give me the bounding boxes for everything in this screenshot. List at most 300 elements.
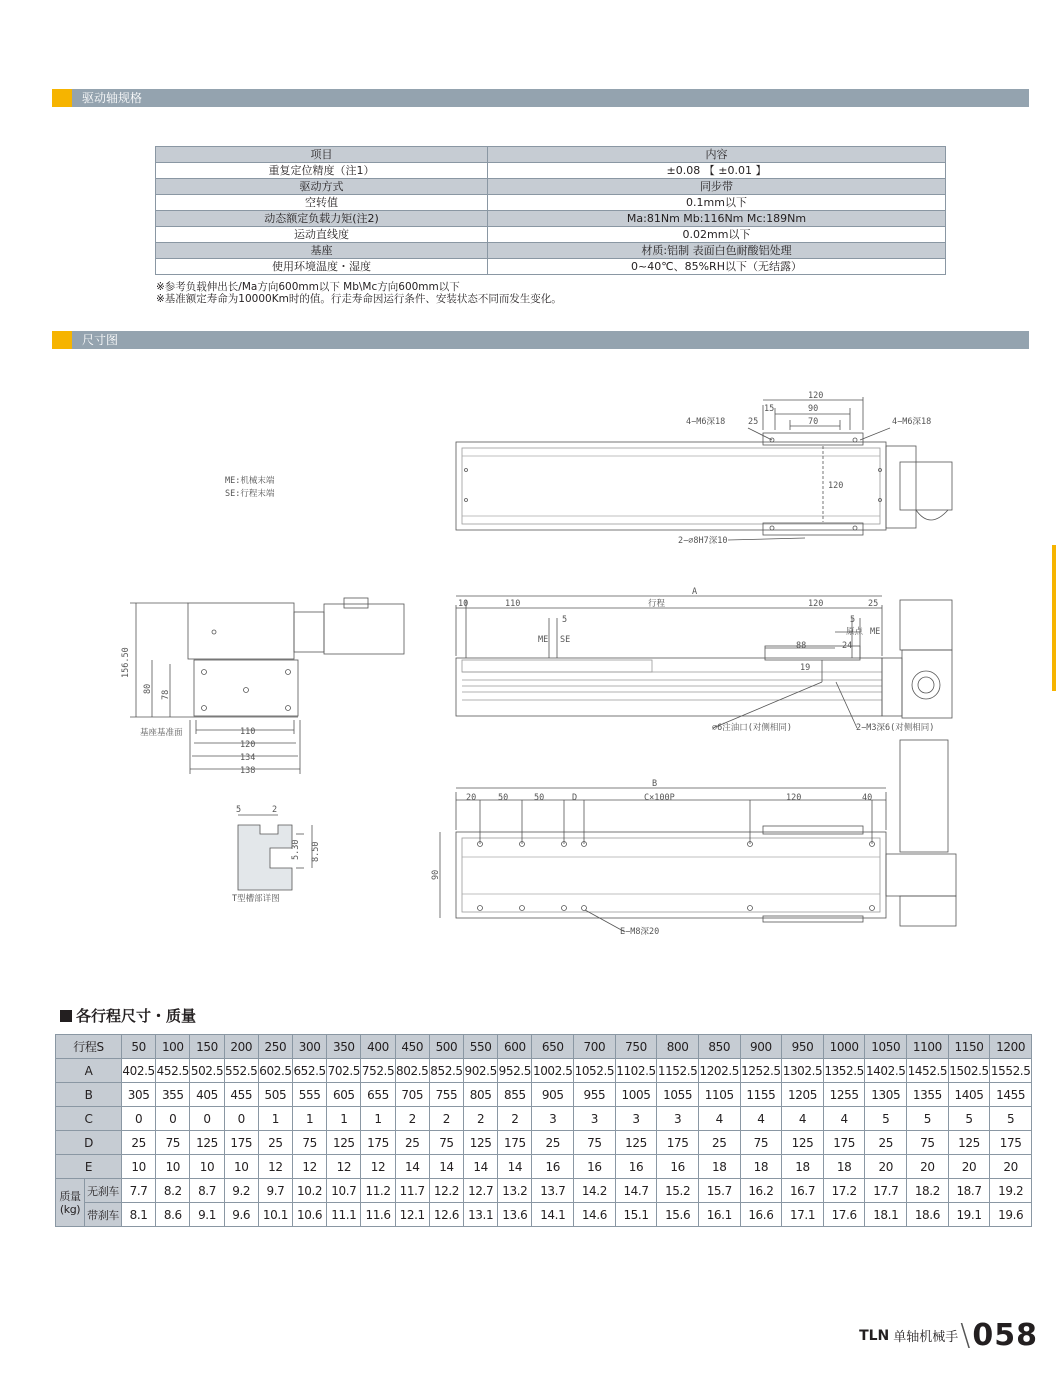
size-cell: 3 <box>532 1107 574 1131</box>
dim-side-25: 25 <box>868 599 879 609</box>
size-row-label: C <box>56 1107 122 1131</box>
size-cell: 1105 <box>698 1083 740 1107</box>
size-cell: 75 <box>429 1131 463 1155</box>
size-cell: 4 <box>740 1107 782 1131</box>
size-cell: 1355 <box>907 1083 949 1107</box>
size-cell: 5 <box>990 1107 1032 1131</box>
stroke-cell: 500 <box>429 1035 463 1059</box>
spec-row <box>156 243 946 259</box>
size-cell: 5 <box>865 1107 907 1131</box>
dim-side-a: A <box>692 587 698 597</box>
size-cell: 552.5 <box>224 1059 258 1083</box>
dim-tslot-5: 5 <box>236 805 242 815</box>
dim-side-19: 19 <box>800 663 811 673</box>
mass-cell: 10.1 <box>258 1203 292 1227</box>
bottom-view <box>440 740 956 932</box>
dim-end-110: 110 <box>240 727 256 737</box>
size-cell: 0 <box>122 1107 156 1131</box>
mass-cell: 8.2 <box>156 1179 190 1203</box>
dim-bottom-120: 120 <box>786 793 802 803</box>
size-cell: 10 <box>190 1155 224 1179</box>
size-cell: 702.5 <box>327 1059 361 1083</box>
mass-cell: 8.7 <box>190 1179 224 1203</box>
size-cell: 1 <box>293 1107 327 1131</box>
mass-row <box>56 1203 1032 1227</box>
mass-row <box>56 1179 1032 1203</box>
mass-cell: 13.2 <box>498 1179 532 1203</box>
spec-item-cell: 空转值 <box>156 195 488 211</box>
stroke-cell: 100 <box>156 1035 190 1059</box>
size-row-label: E <box>56 1155 122 1179</box>
size-cell: 125 <box>615 1131 657 1155</box>
spec-value-cell: 0.1mm以下 <box>488 195 946 211</box>
spec-value-cell: Ma:81Nm Mb:116Nm Mc:189Nm <box>488 211 946 227</box>
size-cell: 2 <box>464 1107 498 1131</box>
size-cell: 3 <box>574 1107 616 1131</box>
dim-end-120: 120 <box>240 740 256 750</box>
size-cell: 14 <box>429 1155 463 1179</box>
note-2: ※基准额定寿命为10000Km时的值。行走寿命因运行条件、安装状态不同而发生变化。 <box>156 293 562 305</box>
page-footer <box>859 1318 1038 1353</box>
dimension-drawing <box>100 360 970 960</box>
size-cell: 20 <box>865 1155 907 1179</box>
size-cell: 852.5 <box>429 1059 463 1083</box>
size-cell: 1155 <box>740 1083 782 1107</box>
hole-left-label: 4−M6深18 <box>686 417 726 427</box>
size-table-title: 各行程尺寸・质量 <box>76 1007 197 1025</box>
size-cell: 605 <box>327 1083 361 1107</box>
side-se2-label: 原点 <box>846 627 864 637</box>
stroke-cell: 900 <box>740 1035 782 1059</box>
size-cell: 705 <box>395 1083 429 1107</box>
size-row-label: B <box>56 1083 122 1107</box>
size-table <box>55 1034 1032 1227</box>
size-cell: 355 <box>156 1083 190 1107</box>
footer-slash-icon: \ <box>960 1318 971 1353</box>
mass-cell: 9.6 <box>224 1203 258 1227</box>
dim-side-24: 24 <box>842 641 853 651</box>
size-cell: 18 <box>698 1155 740 1179</box>
size-cell: 25 <box>395 1131 429 1155</box>
stroke-cell: 550 <box>464 1035 498 1059</box>
stroke-cell: 600 <box>498 1035 532 1059</box>
mass-cell: 18.6 <box>907 1203 949 1227</box>
dim-side-stroke: 行程 <box>648 599 666 609</box>
size-cell: 755 <box>429 1083 463 1107</box>
section-tab <box>52 331 72 349</box>
size-cell: 75 <box>740 1131 782 1155</box>
size-cell: 0 <box>190 1107 224 1131</box>
size-cell: 10 <box>224 1155 258 1179</box>
size-cell: 14 <box>498 1155 532 1179</box>
bottom-holes-label: E−M8深20 <box>620 927 660 937</box>
mass-cell: 16.2 <box>740 1179 782 1203</box>
mass-cell: 14.2 <box>574 1179 616 1203</box>
mass-cell: 12.6 <box>429 1203 463 1227</box>
spec-row <box>156 227 946 243</box>
size-cell: 20 <box>990 1155 1032 1179</box>
mass-cell: 11.2 <box>361 1179 395 1203</box>
footer-series: 单轴机械手 <box>893 1330 959 1345</box>
spec-section-bar <box>52 89 1029 107</box>
dim-tslot-530: 5.30 <box>291 839 301 860</box>
spec-value-cell: ±0.08 【 ±0.01 】 <box>488 163 946 179</box>
mass-cell: 9.1 <box>190 1203 224 1227</box>
size-cell: 1502.5 <box>948 1059 990 1083</box>
dim-side-88: 88 <box>796 641 807 651</box>
size-cell: 502.5 <box>190 1059 224 1083</box>
stroke-cell: 200 <box>224 1035 258 1059</box>
mass-cell: 12.1 <box>395 1203 429 1227</box>
spec-item-cell: 运动直线度 <box>156 227 488 243</box>
spec-item-cell: 重复定位精度（注1） <box>156 163 488 179</box>
stroke-cell: 650 <box>532 1035 574 1059</box>
spec-item-cell: 基座 <box>156 243 488 259</box>
mass-cell: 9.2 <box>224 1179 258 1203</box>
mass-cell: 13.1 <box>464 1203 498 1227</box>
size-cell: 955 <box>574 1083 616 1107</box>
size-cell: 125 <box>327 1131 361 1155</box>
size-cell: 10 <box>122 1155 156 1179</box>
mass-cell: 11.7 <box>395 1179 429 1203</box>
size-cell: 1255 <box>823 1083 865 1107</box>
spec-notes <box>156 281 562 305</box>
dim-top-15: 15 <box>764 404 775 414</box>
end-ref-label: 基座基准面 <box>140 728 183 738</box>
size-cell: 2 <box>498 1107 532 1131</box>
mass-cell: 17.2 <box>823 1179 865 1203</box>
spec-item-cell: 使用环境温度・湿度 <box>156 259 488 275</box>
mass-cell: 16.6 <box>740 1203 782 1227</box>
mass-cell: 7.7 <box>122 1179 156 1203</box>
spec-item-cell: 动态额定负载力矩(注2) <box>156 211 488 227</box>
stroke-cell: 800 <box>657 1035 699 1059</box>
size-cell: 175 <box>498 1131 532 1155</box>
size-cell: 25 <box>122 1131 156 1155</box>
size-cell: 1005 <box>615 1083 657 1107</box>
size-cell: 18 <box>823 1155 865 1179</box>
drawing-section-title: 尺寸图 <box>82 333 119 347</box>
size-cell: 16 <box>532 1155 574 1179</box>
spec-row <box>156 211 946 227</box>
size-cell: 752.5 <box>361 1059 395 1083</box>
spec-header-row <box>156 147 946 163</box>
mass-cell: 14.6 <box>574 1203 616 1227</box>
legend-se: SE:行程末端 <box>225 489 275 499</box>
spec-value-cell: 同步带 <box>488 179 946 195</box>
drawing-section-bar <box>52 331 1029 349</box>
size-cell: 1205 <box>782 1083 824 1107</box>
size-cell: 1 <box>361 1107 395 1131</box>
size-cell: 1202.5 <box>698 1059 740 1083</box>
size-cell: 1402.5 <box>865 1059 907 1083</box>
mass-label-cell: 质量(kg) <box>56 1179 85 1227</box>
size-table-heading <box>60 1005 196 1026</box>
mass-cell: 12.7 <box>464 1179 498 1203</box>
size-cell: 1305 <box>865 1083 907 1107</box>
dim-top-120: 120 <box>808 391 824 401</box>
size-cell: 4 <box>782 1107 824 1131</box>
size-row <box>56 1155 1032 1179</box>
dim-bottom-20: 20 <box>466 793 477 803</box>
mass-cell: 12.2 <box>429 1179 463 1203</box>
section-tab <box>52 89 72 107</box>
note-1: ※参考负载伸出长/Ma方向600mm以下 Mb\Mc方向600mm以下 <box>156 281 460 293</box>
size-cell: 0 <box>224 1107 258 1131</box>
stroke-cell: 150 <box>190 1035 224 1059</box>
size-header-row <box>56 1035 1032 1059</box>
size-cell: 16 <box>574 1155 616 1179</box>
stroke-cell: 350 <box>327 1035 361 1059</box>
size-cell: 405 <box>190 1083 224 1107</box>
size-cell: 175 <box>990 1131 1032 1155</box>
dim-top-70: 70 <box>808 417 819 427</box>
size-cell: 175 <box>361 1131 395 1155</box>
stroke-cell: 1150 <box>948 1035 990 1059</box>
dim-bottom-50b: 50 <box>534 793 545 803</box>
spec-row <box>156 259 946 275</box>
size-cell: 905 <box>532 1083 574 1107</box>
size-cell: 802.5 <box>395 1059 429 1083</box>
size-cell: 125 <box>782 1131 824 1155</box>
dim-tslot-850: 8.50 <box>311 841 321 862</box>
size-cell: 25 <box>865 1131 907 1155</box>
size-cell: 16 <box>657 1155 699 1179</box>
dim-end-78: 78 <box>161 689 171 700</box>
tslot-caption: T型槽部详图 <box>232 894 280 904</box>
dim-side-110: 110 <box>505 599 521 609</box>
size-cell: 4 <box>823 1107 865 1131</box>
size-cell: 12 <box>327 1155 361 1179</box>
m3-label: 2−M3深6(对侧相同) <box>856 723 935 733</box>
size-cell: 175 <box>657 1131 699 1155</box>
size-row-label: D <box>56 1131 122 1155</box>
dim-top-90: 90 <box>808 404 819 414</box>
dim-side-5a: 5 <box>562 615 568 625</box>
stroke-cell: 700 <box>574 1035 616 1059</box>
page-side-mark <box>1052 545 1056 691</box>
mass-cell: 15.6 <box>657 1203 699 1227</box>
mass-cell: 15.7 <box>698 1179 740 1203</box>
dim-end-134: 134 <box>240 753 256 763</box>
size-cell: 12 <box>361 1155 395 1179</box>
footer-brand: TLN <box>859 1327 890 1344</box>
size-cell: 555 <box>293 1083 327 1107</box>
legend-me: ME:机械末端 <box>225 476 275 486</box>
size-row <box>56 1059 1032 1083</box>
size-cell: 125 <box>948 1131 990 1155</box>
mass-cell: 18.7 <box>948 1179 990 1203</box>
mass-cell: 19.2 <box>990 1179 1032 1203</box>
mass-cell: 17.1 <box>782 1203 824 1227</box>
stroke-cell: 1200 <box>990 1035 1032 1059</box>
mass-cell: 16.1 <box>698 1203 740 1227</box>
dim-end-80: 80 <box>143 683 153 694</box>
size-cell: 25 <box>532 1131 574 1155</box>
spec-value-cell: 0.02mm以下 <box>488 227 946 243</box>
end-view <box>130 598 404 774</box>
stroke-cell: 1000 <box>823 1035 865 1059</box>
size-cell: 2 <box>429 1107 463 1131</box>
stroke-cell: 300 <box>293 1035 327 1059</box>
size-cell: 655 <box>361 1083 395 1107</box>
brake-label-cell: 带刹车 <box>85 1203 122 1227</box>
mass-cell: 8.6 <box>156 1203 190 1227</box>
size-cell: 402.5 <box>122 1059 156 1083</box>
mass-cell: 13.7 <box>532 1179 574 1203</box>
oil-port-label: ∅6注油口(对侧相同) <box>712 723 792 733</box>
mass-cell: 9.7 <box>258 1179 292 1203</box>
size-cell: 1052.5 <box>574 1059 616 1083</box>
hole-right-label: 4−M6深18 <box>892 417 932 427</box>
size-cell: 20 <box>907 1155 949 1179</box>
stroke-cell: 850 <box>698 1035 740 1059</box>
size-row <box>56 1107 1032 1131</box>
mass-cell: 13.6 <box>498 1203 532 1227</box>
dim-bottom-90: 90 <box>431 869 441 880</box>
size-cell: 25 <box>258 1131 292 1155</box>
side-me-label: ME <box>538 635 549 645</box>
size-cell: 1002.5 <box>532 1059 574 1083</box>
dim-bottom-b: B <box>652 779 658 789</box>
dim-bottom-cx: C×100P <box>644 793 675 803</box>
size-cell: 1302.5 <box>782 1059 824 1083</box>
mass-cell: 8.1 <box>122 1203 156 1227</box>
mass-cell: 17.6 <box>823 1203 865 1227</box>
size-cell: 1405 <box>948 1083 990 1107</box>
dim-bottom-d: D <box>572 793 578 803</box>
size-cell: 805 <box>464 1083 498 1107</box>
pin-label: 2−∅8H7深10 <box>678 536 728 546</box>
spec-value-cell: 内容 <box>488 147 946 163</box>
size-cell: 1152.5 <box>657 1059 699 1083</box>
size-cell: 5 <box>907 1107 949 1131</box>
size-cell: 75 <box>156 1131 190 1155</box>
dim-bottom-50a: 50 <box>498 793 509 803</box>
size-cell: 1102.5 <box>615 1059 657 1083</box>
mass-cell: 17.7 <box>865 1179 907 1203</box>
side-me2-label: ME <box>870 627 881 637</box>
size-cell: 14 <box>395 1155 429 1179</box>
spec-item-cell: 驱动方式 <box>156 179 488 195</box>
size-cell: 12 <box>258 1155 292 1179</box>
dim-end-15650: 156.50 <box>121 647 131 678</box>
size-cell: 3 <box>615 1107 657 1131</box>
stroke-cell: 1050 <box>865 1035 907 1059</box>
mass-cell: 16.7 <box>782 1179 824 1203</box>
size-cell: 1455 <box>990 1083 1032 1107</box>
size-cell: 12 <box>293 1155 327 1179</box>
dim-side-5b: 5 <box>850 615 856 625</box>
size-cell: 75 <box>574 1131 616 1155</box>
stroke-cell: 400 <box>361 1035 395 1059</box>
size-cell: 452.5 <box>156 1059 190 1083</box>
dim-side-120: 120 <box>808 599 824 609</box>
side-view <box>456 596 952 728</box>
size-cell: 1055 <box>657 1083 699 1107</box>
size-cell: 505 <box>258 1083 292 1107</box>
size-cell: 455 <box>224 1083 258 1107</box>
mass-cell: 18.1 <box>865 1203 907 1227</box>
size-cell: 14 <box>464 1155 498 1179</box>
size-cell: 125 <box>190 1131 224 1155</box>
mass-cell: 19.1 <box>948 1203 990 1227</box>
stroke-cell: 50 <box>122 1035 156 1059</box>
brake-label-cell: 无刹车 <box>85 1179 122 1203</box>
mass-cell: 14.1 <box>532 1203 574 1227</box>
dim-tslot-2: 2 <box>272 805 278 815</box>
size-cell: 5 <box>948 1107 990 1131</box>
size-cell: 125 <box>464 1131 498 1155</box>
size-cell: 18 <box>740 1155 782 1179</box>
mass-cell: 11.6 <box>361 1203 395 1227</box>
stroke-cell: 950 <box>782 1035 824 1059</box>
size-cell: 305 <box>122 1083 156 1107</box>
mass-cell: 14.7 <box>615 1179 657 1203</box>
size-cell: 1452.5 <box>907 1059 949 1083</box>
side-se-label: SE <box>560 635 571 645</box>
spec-table <box>155 146 946 275</box>
size-cell: 1 <box>327 1107 361 1131</box>
size-row <box>56 1131 1032 1155</box>
square-bullet-icon <box>60 1010 72 1022</box>
size-cell: 175 <box>823 1131 865 1155</box>
size-cell: 1252.5 <box>740 1059 782 1083</box>
size-cell: 1 <box>258 1107 292 1131</box>
dim-top-25: 25 <box>748 417 759 427</box>
size-cell: 75 <box>907 1131 949 1155</box>
mass-cell: 18.2 <box>907 1179 949 1203</box>
size-cell: 3 <box>657 1107 699 1131</box>
spec-value-cell: 材质:铝制 表面白色耐酸铝处理 <box>488 243 946 259</box>
size-cell: 855 <box>498 1083 532 1107</box>
dim-side-10: 10 <box>458 599 469 609</box>
dim-bottom-40: 40 <box>862 793 873 803</box>
mass-cell: 10.7 <box>327 1179 361 1203</box>
spec-value-cell: 0~40℃、85%RH以下（无结露） <box>488 259 946 275</box>
stroke-cell: 1100 <box>907 1035 949 1059</box>
size-cell: 175 <box>224 1131 258 1155</box>
stroke-cell: 250 <box>258 1035 292 1059</box>
size-cell: 2 <box>395 1107 429 1131</box>
stroke-cell: 750 <box>615 1035 657 1059</box>
size-cell: 902.5 <box>464 1059 498 1083</box>
spec-row <box>156 163 946 179</box>
mass-cell: 11.1 <box>327 1203 361 1227</box>
size-cell: 1352.5 <box>823 1059 865 1083</box>
size-row-label: A <box>56 1059 122 1083</box>
size-row <box>56 1083 1032 1107</box>
size-cell: 1552.5 <box>990 1059 1032 1083</box>
size-cell: 25 <box>698 1131 740 1155</box>
size-cell: 952.5 <box>498 1059 532 1083</box>
mass-cell: 10.6 <box>293 1203 327 1227</box>
mass-cell: 15.1 <box>615 1203 657 1227</box>
mass-cell: 10.2 <box>293 1179 327 1203</box>
size-cell: 652.5 <box>293 1059 327 1083</box>
stroke-label-cell: 行程S <box>56 1035 122 1059</box>
mass-cell: 15.2 <box>657 1179 699 1203</box>
size-cell: 0 <box>156 1107 190 1131</box>
dim-top-v120: 120 <box>828 481 844 491</box>
size-cell: 20 <box>948 1155 990 1179</box>
spec-item-cell: 项目 <box>156 147 488 163</box>
size-cell: 4 <box>698 1107 740 1131</box>
size-cell: 10 <box>156 1155 190 1179</box>
page-number: 058 <box>972 1318 1038 1353</box>
size-cell: 18 <box>782 1155 824 1179</box>
spec-row <box>156 195 946 211</box>
